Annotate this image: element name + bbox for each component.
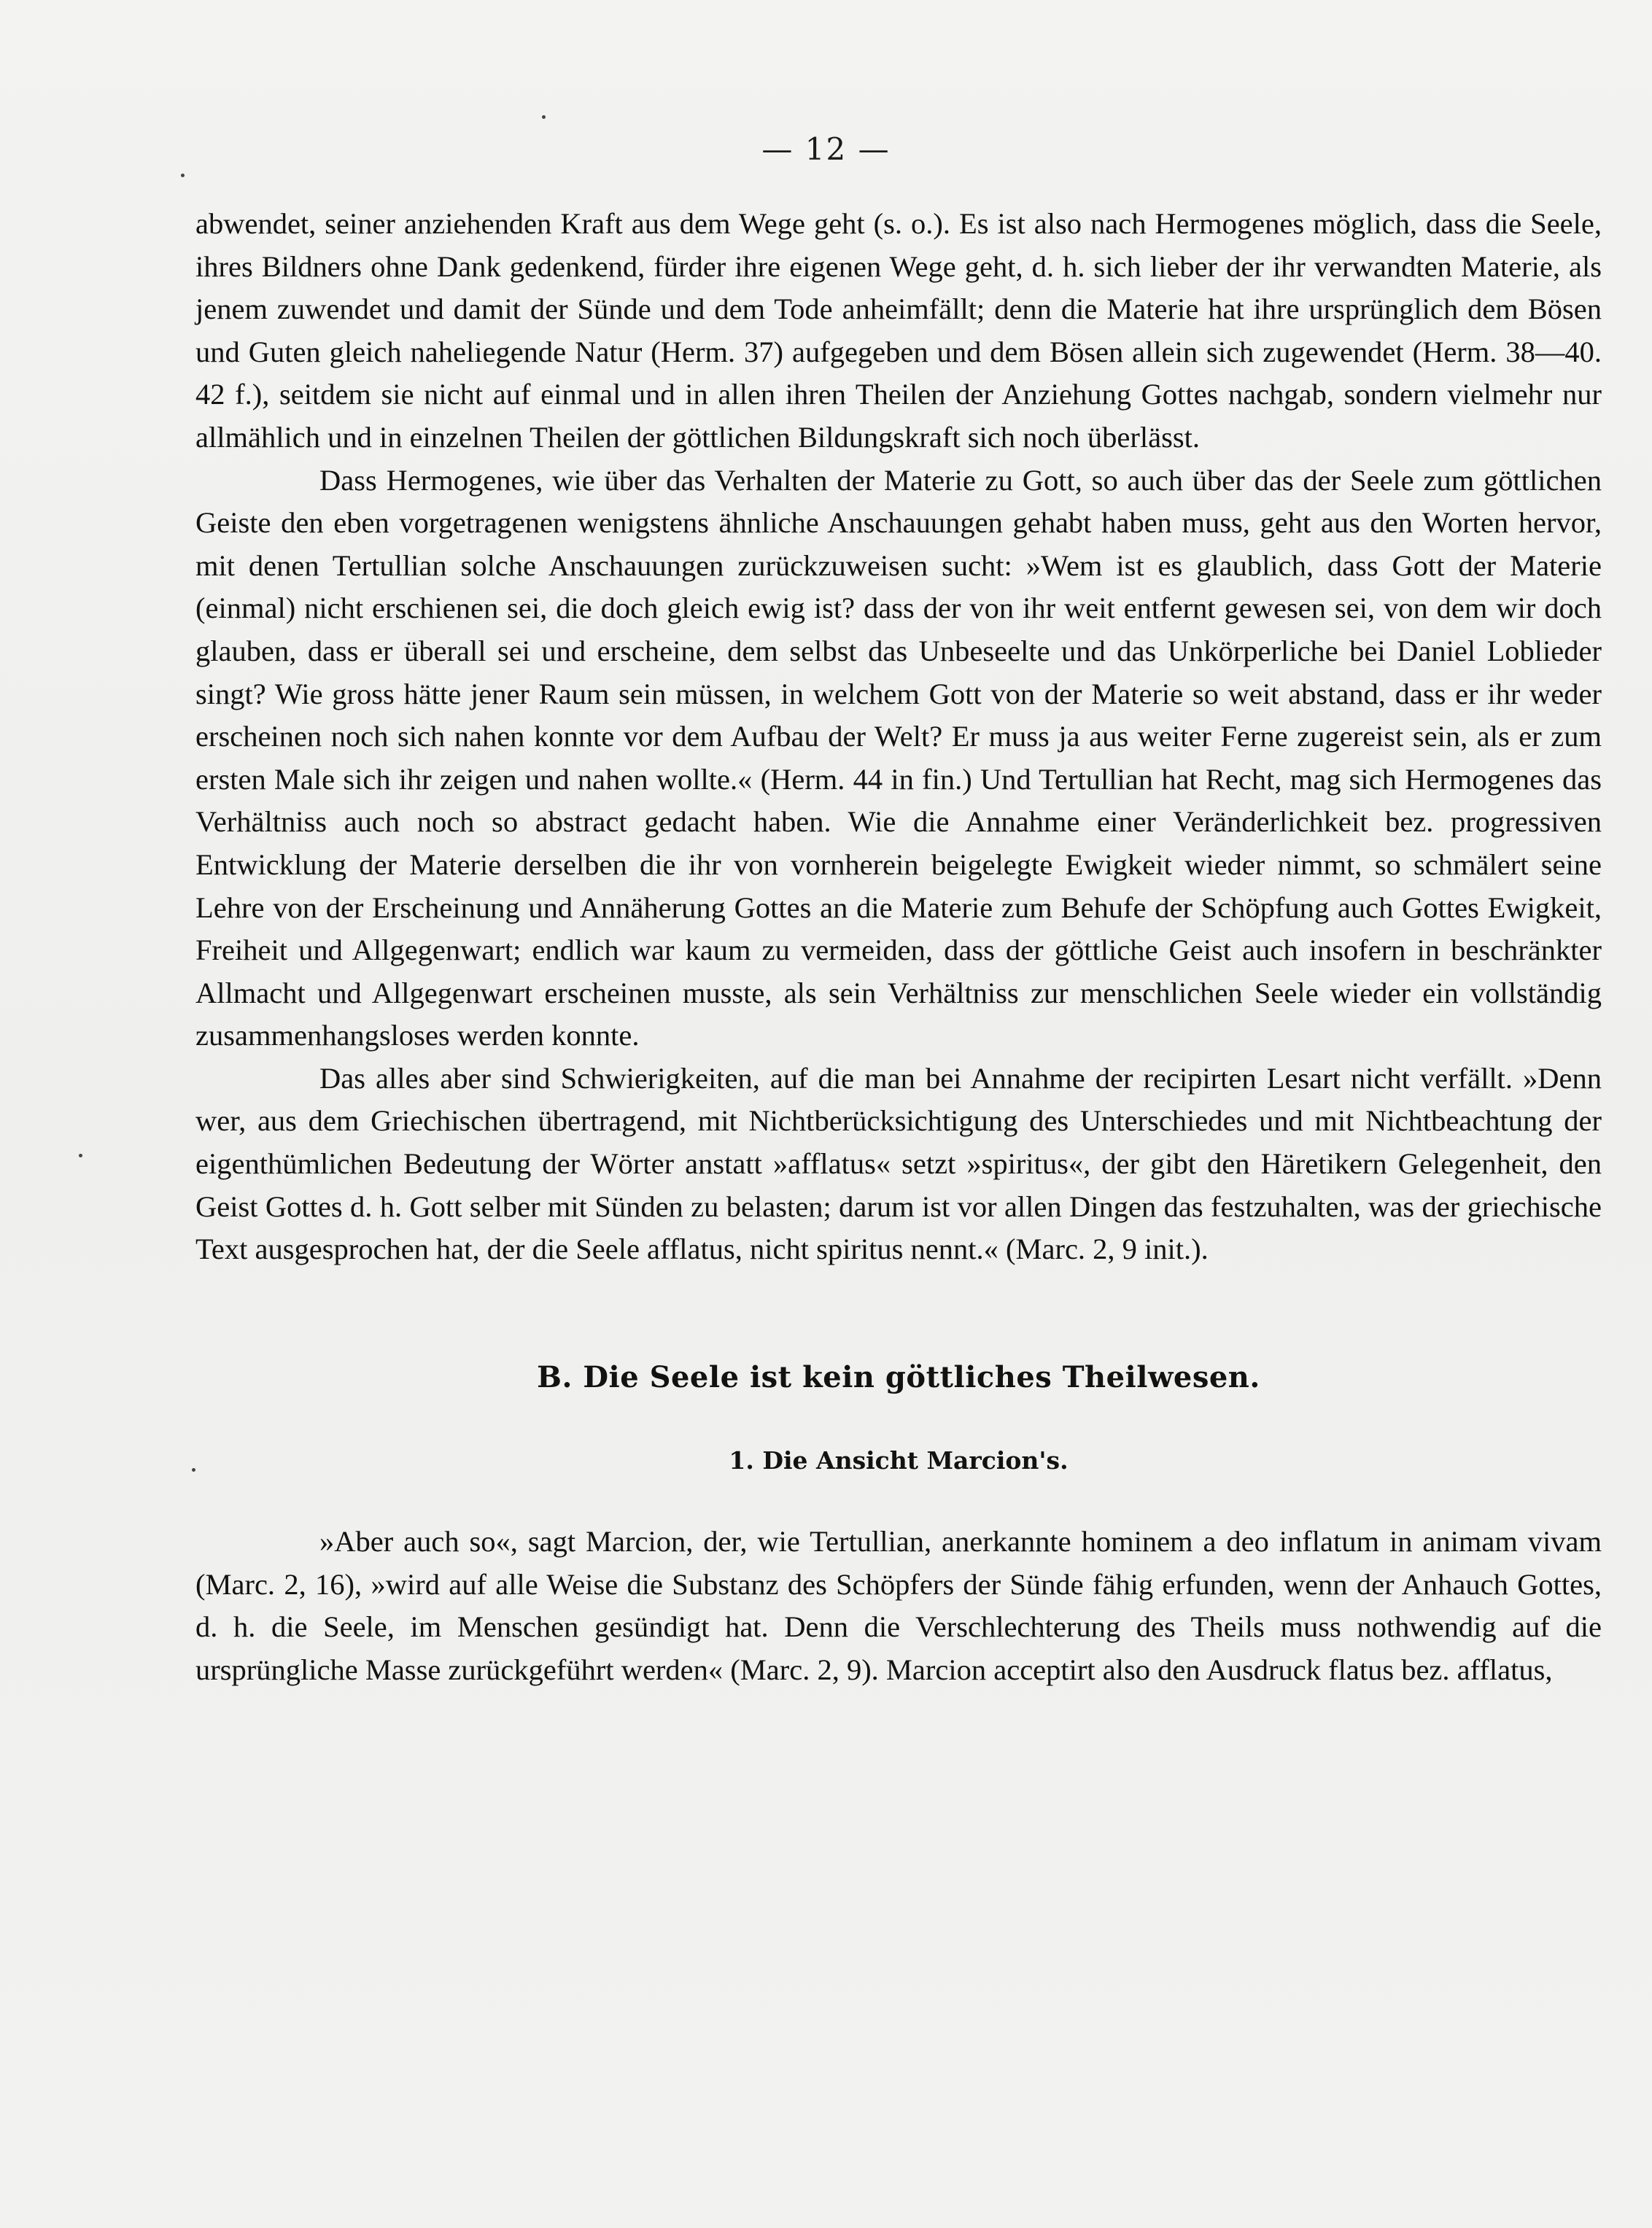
print-speck — [192, 1468, 195, 1472]
section-paragraph-1: »Aber auch so«, sagt Marcion, der, wie Tertullian, anerkannte hominem a deo inflatum in animam vivam (Marc. 2, 16), »wird auf alle Weise die Substanz des Schöpfers der Sünde fähig erfunden, wenn der Anhauch Gottes, d. h. die Seele, im Menschen gesündigt hat. Denn die Verschlechterung des Theils muss nothwendig auf die ursprüngliche Masse zurückgeführt werden« (Marc. 2, 9). Marcion acceptirt also den Ausdruck flatus bez. afflatus, — [195, 1525, 1602, 1686]
body-paragraph-3: Das alles aber sind Schwierigkeiten, auf die man bei Annahme der recipirten Lesart nicht verfällt. »Denn wer, aus dem Griechischen übertragend, mit Nichtberücksichtigung des Unterschiedes und mit Nichtbeachtung der eigenthümlichen Bedeutung der Wörter anstatt »afflatus« setzt »spiritus«, der gibt den Häretikern Gelegenheit, den Geist Gottes d. h. Gott selber mit Sünden zu belasten; darum ist vor allen Dingen das festzuhalten, was der griechische Text ausgesprochen hat, der die Seele afflatus, nicht spiritus nennt.« (Marc. 2, 9 init.). — [195, 1061, 1602, 1266]
page-number: — 12 — — [761, 131, 891, 167]
subsection-heading: 1. Die Ansicht Marcion's. — [729, 1446, 1069, 1475]
body-paragraph-1: abwendet, seiner anziehenden Kraft aus dem Wege geht (s. o.). Es ist also nach Hermogenes möglich, dass die Seele, ihres Bildners ohne Dank gedenkend, fürder ihre eigenen Wege geht, d. h. sich lieber der ihr verwandten Materie, als jenem zuwendet und damit der Sünde und dem Tode anheimfällt; denn die Materie hat ihre ursprünglich dem Bösen und Guten gleich naheliegende Natur (Herm. 37) aufgegeben und dem Bösen allein sich zugewendet (Herm. 38—40. 42 f.), seitdem sie nicht auf einmal und in allen ihren Theilen der Anziehung Gottes nachgab, sondern vielmehr nur allmählich und in einzelnen Theilen der göttlichen Bildungskraft sich noch überlässt. — [195, 207, 1602, 454]
page-body — [195, 203, 1602, 1691]
section-heading: B. Die Seele ist kein göttliches Theilwesen. — [537, 1359, 1260, 1394]
print-speck — [79, 1154, 82, 1157]
print-speck — [542, 115, 546, 119]
body-paragraph-2: Dass Hermogenes, wie über das Verhalten der Materie zu Gott, so auch über das der Seele zum göttlichen Geiste den eben vorgetragenen wenigstens ähnliche Anschauungen gehabt haben muss, geht aus den Worten hervor, mit denen Tertullian solche Anschauungen zurückzuweisen sucht: »Wem ist es glaublich, dass Gott der Materie (einmal) nicht erschienen sei, die doch gleich ewig ist? dass der von ihr weit entfernt gewesen sei, von dem wir doch glauben, dass er überall sei und erscheine, dem selbst das Unbeseelte und das Unkörperliche bei Daniel Loblieder singt? Wie gross hätte jener Raum sein müssen, in welchem Gott von der Materie so weit abstand, dass er ihr weder erscheinen noch sich nahen konnte vor dem Aufbau der Welt? Er muss ja aus weiter Ferne zugereist sein, als er zum ersten Male sich ihr zeigen und nahen wollte.« (Herm. 44 in fin.) Und Tertullian hat Recht, mag sich Hermogenes das Verhältniss auch noch so abstract gedacht haben. Wie die Annahme einer Veränderlichkeit bez. progressiven Entwicklung der Materie derselben die ihr von vornherein beigelegte Ewigkeit wieder nimmt, so schmälert seine Lehre von der Erscheinung und Annäherung Gottes an die Materie zum Behufe der Schöpfung auch Gottes Ewigkeit, Freiheit und Allgegenwart; endlich war kaum zu vermeiden, dass der göttliche Geist auch insofern in beschränkter Allmacht und Allgegenwart erscheinen musste, als sein Verhältniss zur menschlichen Seele wieder ein vollständig zusammenhangsloses werden konnte. — [195, 463, 1602, 1052]
print-speck — [181, 174, 185, 177]
